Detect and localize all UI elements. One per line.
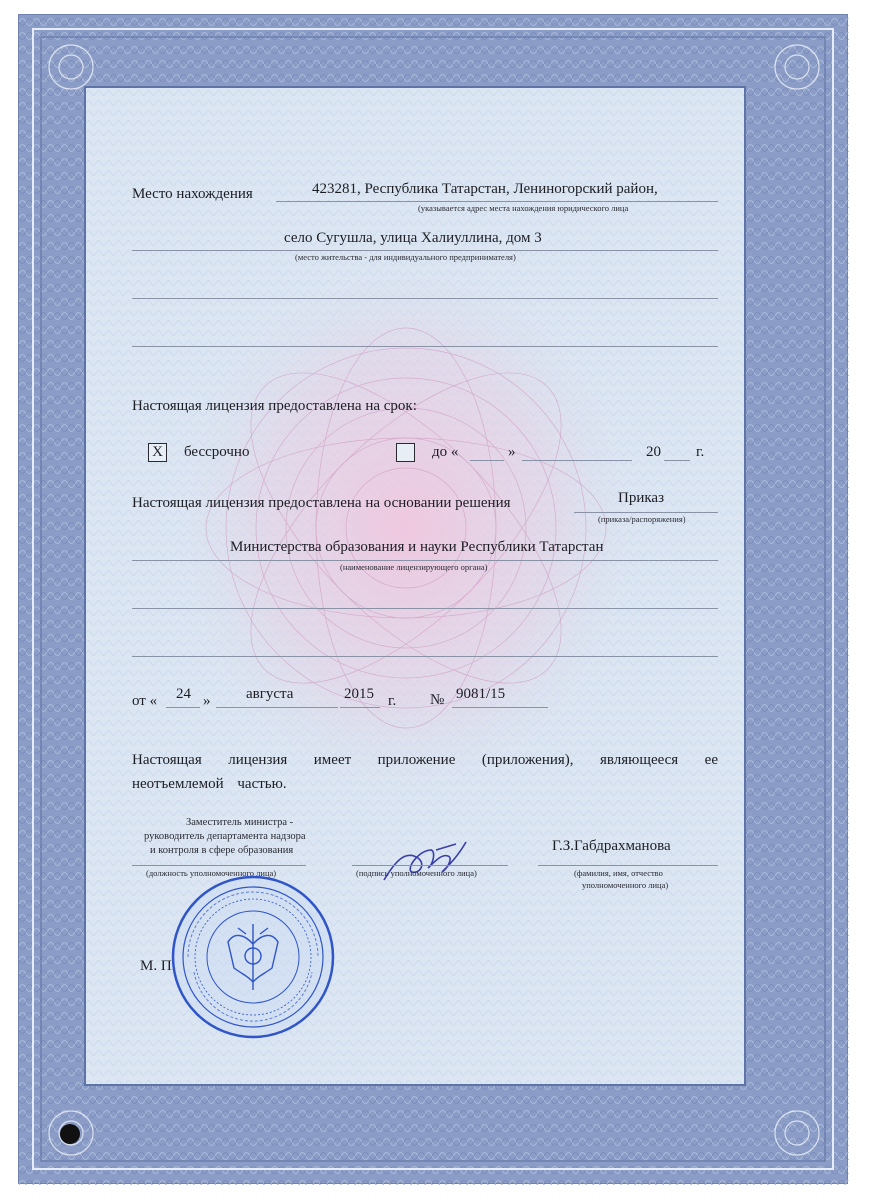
until-date-open-quote: до « (432, 444, 459, 460)
decision-number-underline (452, 707, 548, 708)
official-position-line-1: Заместитель министра - (186, 817, 294, 828)
address-line-2: село Сугушла, улица Халиуллина, дом 3 (284, 230, 542, 246)
address-line-1: 423281, Республика Татарстан, Лениногорский район, (312, 181, 658, 197)
address-underline-2 (132, 250, 718, 251)
blank-line-1 (132, 298, 718, 299)
appendix-text-line-2: неотъемлемой частью. (132, 776, 287, 792)
until-month-underline (522, 460, 632, 461)
unlimited-option-label: бессрочно (184, 444, 250, 460)
blank-line-2 (132, 346, 718, 347)
decision-day: 24 (176, 686, 191, 702)
decision-date-close: » (203, 693, 211, 709)
licensing-authority: Министерства образования и науки Республики Татарстан (230, 539, 604, 555)
official-name: Г.З.Габдрахманова (552, 838, 671, 854)
stamp-place-label: М. П. (140, 958, 176, 974)
term-label: Настоящая лицензия предоставлена на срок: (132, 398, 417, 414)
unlimited-checkbox[interactable]: X (148, 443, 167, 462)
authority-underline (132, 560, 718, 561)
address-underline-1 (276, 201, 718, 202)
until-year-suffix: г. (696, 444, 705, 460)
until-day-underline (470, 460, 504, 461)
appendix-text-line-1: Настоящая лицензия имеет приложение (приложения), являющееся ее (132, 752, 718, 768)
decision-year-suffix: г. (388, 693, 397, 709)
decision-year-underline (340, 707, 380, 708)
blank-line-4 (132, 656, 718, 657)
until-year-prefix: 20 (646, 444, 661, 460)
name-caption-2: уполномоченного лица) (582, 880, 669, 890)
signature-underline (352, 865, 508, 866)
signature-caption: (подпись уполномоченного лица) (356, 868, 477, 878)
handwritten-signature (376, 830, 486, 890)
official-seal (168, 872, 338, 1042)
authority-caption: (наименование лицензирующего органа) (340, 562, 488, 572)
until-date-close-quote: » (508, 444, 516, 460)
address-label: Место нахождения (132, 186, 253, 202)
decision-day-underline (166, 707, 200, 708)
address-caption-1: (указывается адрес места нахождения юридического лица (418, 203, 629, 213)
position-caption: (должность уполномоченного лица) (146, 868, 277, 878)
address-caption-2: (место жительства - для индивидуального предпринимателя) (295, 252, 516, 262)
basis-label: Настоящая лицензия предоставлена на основании решения (132, 495, 511, 511)
decision-month: августа (246, 686, 294, 702)
blank-line-3 (132, 608, 718, 609)
basis-doc-type-underline (574, 512, 718, 513)
until-date-checkbox[interactable] (396, 443, 415, 462)
decision-month-underline (216, 707, 338, 708)
name-caption-1: (фамилия, имя, отчество (574, 868, 663, 878)
punch-hole (60, 1124, 80, 1144)
basis-doc-type-caption: (приказа/распоряжения) (598, 514, 686, 524)
decision-number-sign: № (430, 692, 445, 708)
name-underline (538, 865, 718, 866)
decision-date-open: от « (132, 693, 158, 709)
decision-number: 9081/15 (456, 686, 506, 702)
until-year-underline (664, 460, 690, 461)
basis-doc-type: Приказ (618, 490, 665, 506)
decision-year: 2015 (344, 686, 374, 702)
official-position-line-3: и контроля в сфере образования (150, 845, 294, 856)
position-underline (132, 865, 306, 866)
official-position-line-2: руководитель департамента надзора (144, 831, 306, 842)
